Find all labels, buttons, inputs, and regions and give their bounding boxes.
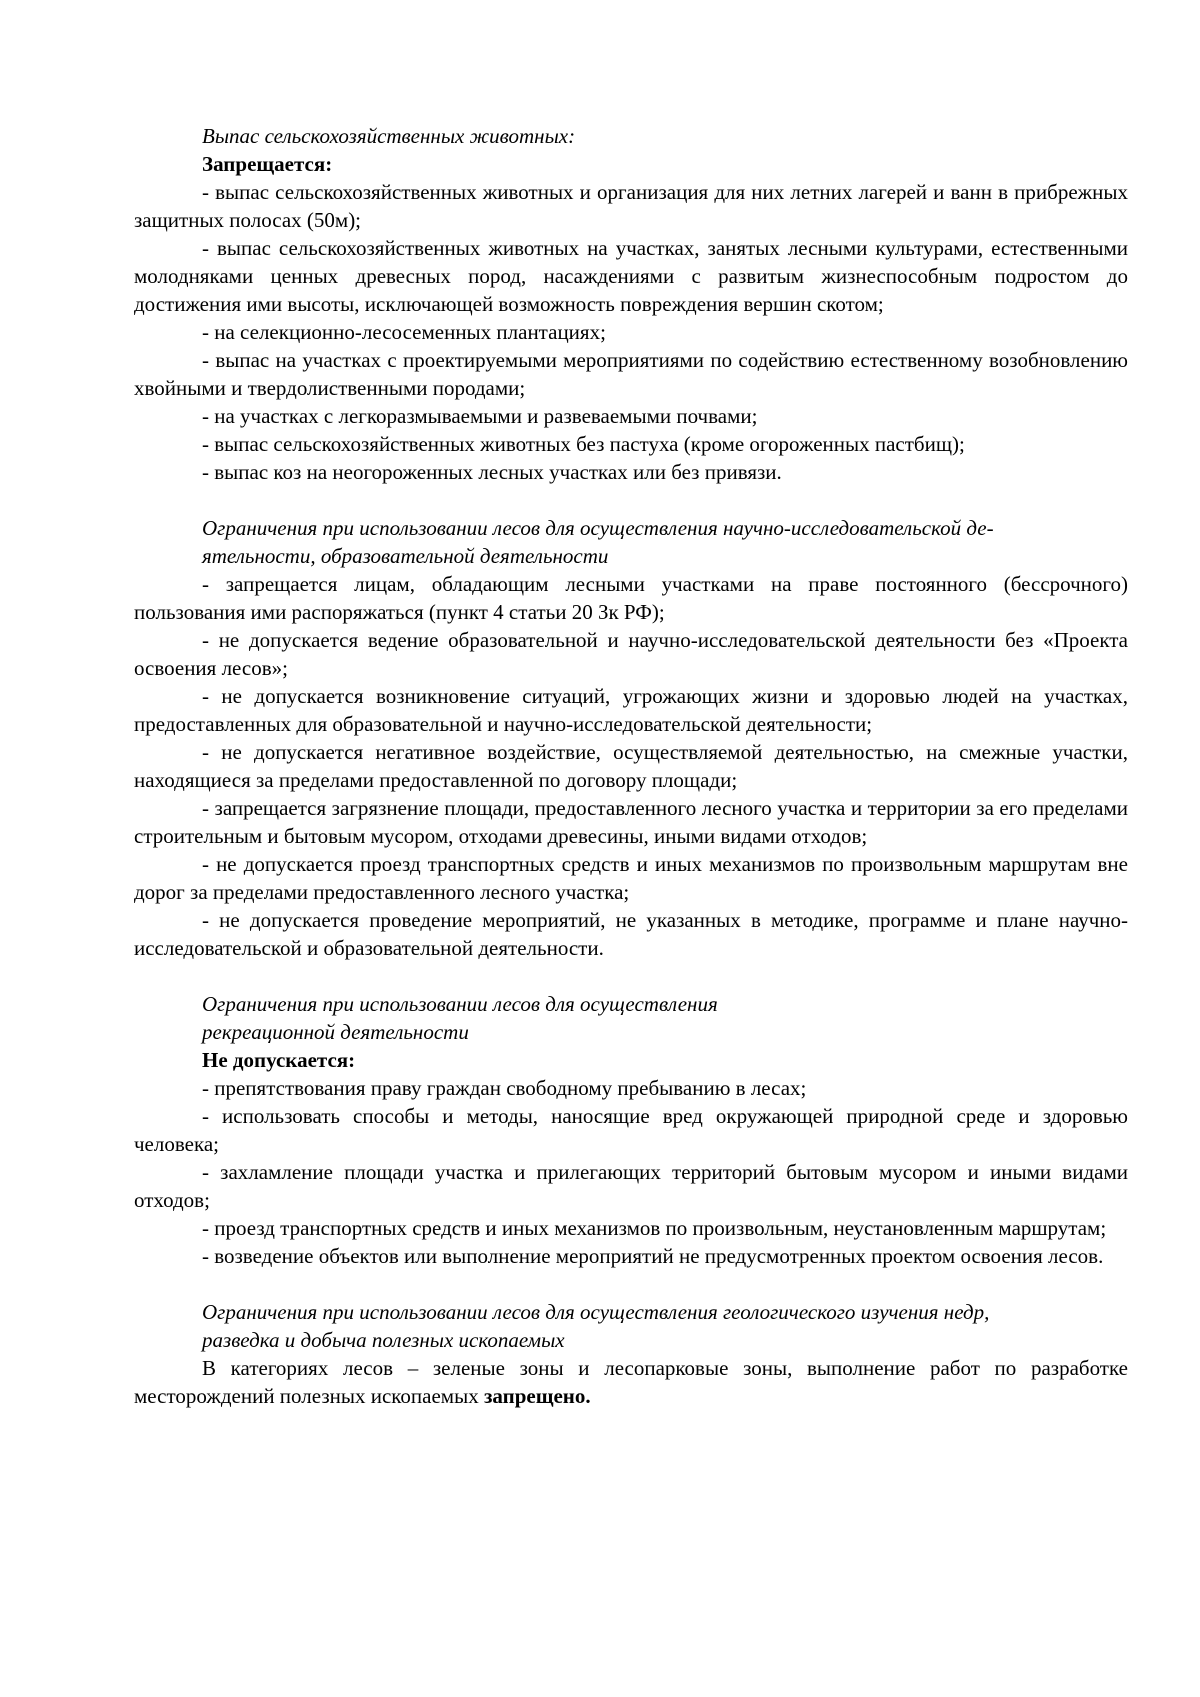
list-item: - на участках с легкоразмываемыми и развеваемыми почвами; <box>202 404 758 428</box>
section-title-line: ятельности, образовательной деятельности <box>202 544 609 568</box>
spacer <box>134 486 1128 514</box>
section-title-line: Ограничения при использовании лесов для осуществления геологического изучения недр, <box>202 1300 990 1324</box>
list-item: - не допускается негативное воздействие, осуществляемой деятельностью, на смежные участки, находящиеся за пределами предоставленной по договору площади; <box>134 740 1128 792</box>
section-label: Запрещается: <box>202 152 333 176</box>
list-item: - выпас сельскохозяйственных животных и организация для них летних лагерей и ванн в прибрежных защитных полосах (50м); <box>134 180 1128 232</box>
list-item: - на селекционно-лесосеменных плантациях; <box>202 320 606 344</box>
spacer <box>134 962 1128 990</box>
section-title <box>134 514 1128 570</box>
list-item: - не допускается ведение образовательной и научно-исследовательской деятельности без «Проекта освоения лесов»; <box>134 628 1128 680</box>
list-item: - выпас сельскохозяйственных животных без пастуха (кроме огороженных пастбищ); <box>202 432 965 456</box>
list-item: - возведение объектов или выполнение мероприятий не предусмотренных проектом освоения лесов. <box>202 1244 1104 1268</box>
section-title-line: рекреационной деятельности <box>202 1020 469 1044</box>
list-item: - использовать способы и методы, наносящие вред окружающей природной среде и здоровью человека; <box>134 1104 1128 1156</box>
section-title: Выпас сельскохозяйственных животных: <box>202 124 576 148</box>
paragraph-text: В категориях лесов – зеленые зоны и лесопарковые зоны, выполнение работ по разработке месторождений полезных ископаемых <box>134 1356 1128 1408</box>
list-item: - не допускается проведение мероприятий, не указанных в методике, программе и плане научно-исследовательской и образовательной деятельности. <box>134 908 1128 960</box>
section-title <box>134 1298 1128 1354</box>
list-item: - запрещается загрязнение площади, предоставленного лесного участка и территории за его пределами строительным и бытовым мусором, отходами древесины, иными видами отходов; <box>134 796 1128 848</box>
section-title <box>134 990 1128 1046</box>
section-research <box>134 514 1128 962</box>
list-item: - не допускается возникновение ситуаций, угрожающих жизни и здоровью людей на участках, предоставленных для образовательной и научно-исследовательской деятельности; <box>134 684 1128 736</box>
section-grazing <box>134 122 1128 486</box>
list-item: - выпас сельскохозяйственных животных на участках, занятых лесными культурами, естественными молодняками ценных древесных пород, насаждениями с развитым жизнеспособным подростом до достижения ими высоты, исключающей возможность повреждения вершин скотом; <box>134 236 1128 316</box>
section-title-line: Ограничения при использовании лесов для осуществления научно-исследовательской де- <box>202 516 994 540</box>
list-item: - выпас на участках с проектируемыми мероприятиями по содействию естественному возобновлению хвойными и твердолиственными породами; <box>134 348 1128 400</box>
list-item: - захламление площади участка и прилегающих территорий бытовым мусором и иными видами отходов; <box>134 1160 1128 1212</box>
list-item: - не допускается проезд транспортных средств и иных механизмов по произвольным маршрутам вне дорог за пределами предоставленного лесного участка; <box>134 852 1128 904</box>
list-item: - запрещается лицам, обладающим лесными участками на праве постоянного (бессрочного) пользования ими распоряжаться (пункт 4 статьи 20 Зк РФ); <box>134 572 1128 624</box>
section-recreation <box>134 990 1128 1270</box>
section-paragraph <box>134 1354 1128 1410</box>
section-geology <box>134 1298 1128 1410</box>
document-page <box>134 122 1128 1410</box>
spacer <box>134 1270 1128 1298</box>
paragraph-bold-text: запрещено. <box>483 1384 591 1408</box>
section-title-line: Ограничения при использовании лесов для осуществления <box>202 992 718 1016</box>
section-label: Не допускается: <box>202 1048 356 1072</box>
section-title-line: разведка и добыча полезных ископаемых <box>202 1328 565 1352</box>
list-item: - проезд транспортных средств и иных механизмов по произвольным, неустановленным маршрутам; <box>202 1216 1107 1240</box>
list-item: - препятствования праву граждан свободному пребыванию в лесах; <box>202 1076 807 1100</box>
list-item: - выпас коз на неогороженных лесных участках или без привязи. <box>202 460 782 484</box>
